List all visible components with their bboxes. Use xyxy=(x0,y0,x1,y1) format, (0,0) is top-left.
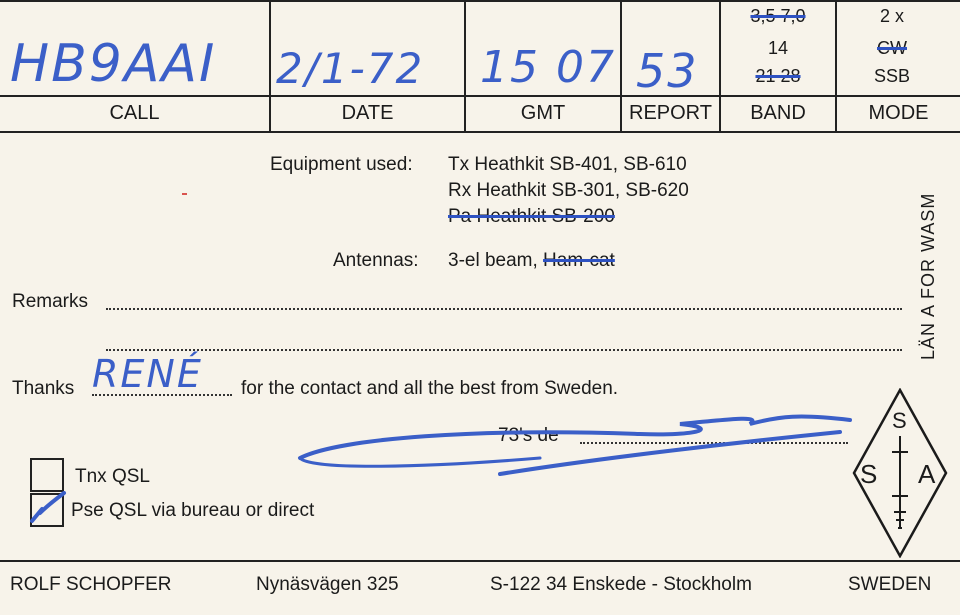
mode-line2: CW xyxy=(877,38,907,58)
gmt-label: GMT xyxy=(520,102,566,124)
remarks-line-2 xyxy=(106,349,902,351)
date-label: DATE xyxy=(341,102,394,124)
equipment-line-1: Tx Heathkit SB-401, SB-610 xyxy=(448,154,687,175)
ssa-logo xyxy=(852,388,948,558)
pse-qsl-checkbox[interactable] xyxy=(30,493,64,527)
signoff-label: 73's de xyxy=(498,425,559,446)
antennas-kept: 3-el beam, xyxy=(448,250,544,271)
pse-qsl-label: Pse QSL via bureau or direct xyxy=(71,500,315,521)
antennas-label: Antennas: xyxy=(333,250,419,271)
ink-speck xyxy=(182,193,187,195)
equipment-label: Equipment used: xyxy=(270,154,413,175)
antennas-value xyxy=(448,250,615,272)
footer-name: ROLF SCHOPFER xyxy=(10,574,172,595)
footer-street: Nynäsvägen 325 xyxy=(256,574,399,595)
report-label: REPORT xyxy=(629,102,712,124)
mode-line1: 2 x xyxy=(879,6,904,26)
equipment-line-2: Rx Heathkit SB-301, SB-620 xyxy=(448,180,689,201)
svg-text:S: S xyxy=(892,408,907,433)
gmt-value: 15 07 xyxy=(480,42,616,93)
signature-scribble xyxy=(280,398,860,478)
tnx-qsl-label: Tnx QSL xyxy=(75,466,150,487)
call-value: HB9AAI xyxy=(10,34,217,94)
thanks-sentence: for the contact and all the best from Sweden. xyxy=(241,378,619,399)
thanks-dots xyxy=(92,394,232,396)
remarks-line-1 xyxy=(106,308,902,310)
svg-text:A: A xyxy=(918,459,936,489)
band-line3: 21 28 xyxy=(755,66,801,86)
checkmark-icon xyxy=(28,491,68,527)
thanks-name: RENÉ xyxy=(92,352,203,396)
header-top-line xyxy=(0,0,960,2)
side-text: LÄN A FOR WASM xyxy=(918,192,938,360)
footer-city: S-122 34 Enskede - Stockholm xyxy=(490,574,752,595)
band-line2: 14 xyxy=(767,38,789,58)
equipment-line-3: Pa Heathkit SB-200 xyxy=(448,206,615,227)
band-label: BAND xyxy=(750,102,806,124)
header-bottom-line xyxy=(0,131,960,133)
mode-line3: SSB xyxy=(873,66,911,86)
mode-label: MODE xyxy=(868,102,929,124)
call-label: CALL xyxy=(109,102,160,124)
band-line1: 3,5 7,0 xyxy=(750,6,806,26)
report-value: 53 xyxy=(636,44,699,98)
tnx-qsl-checkbox[interactable] xyxy=(30,458,64,492)
footer-country: SWEDEN xyxy=(848,574,932,595)
antennas-struck: Ham-cat xyxy=(543,250,615,271)
remarks-label: Remarks xyxy=(12,291,89,312)
footer-line xyxy=(0,560,960,562)
date-value: 2/1-72 xyxy=(276,44,425,93)
thanks-label: Thanks xyxy=(12,378,75,399)
svg-text:S: S xyxy=(860,459,878,489)
header-mid-line xyxy=(0,95,960,97)
